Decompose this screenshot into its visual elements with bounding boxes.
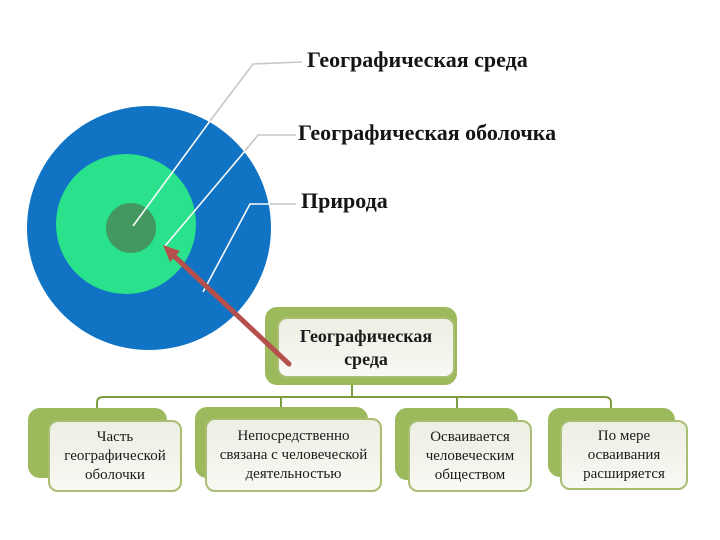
leader-line-1-outer: [210, 62, 302, 121]
node-root-label: Географическая среда: [299, 325, 433, 369]
label-geographic-shell: Географическая оболочка: [298, 120, 557, 145]
node-face: [560, 420, 688, 490]
leader-line-2-outer: [245, 135, 296, 151]
label-geographic-environment: Географическая среда: [307, 47, 528, 72]
flowchart-node-human-activity: [195, 407, 382, 492]
node-face: [277, 317, 455, 378]
node-4-label: По мере осваивания расширяется: [583, 427, 665, 482]
node-1-label: Часть географической оболочки: [64, 428, 166, 483]
inner-circle-environment: [106, 203, 156, 253]
node-face: [408, 420, 532, 492]
flowchart-connectors: [97, 385, 611, 408]
node-3-label: Осваивается человеческим обществом: [425, 428, 515, 483]
node-2-label: Непосредственно связана с человеческой деятельностью: [219, 427, 368, 482]
node-face: [205, 418, 382, 492]
flowchart-node-mastered-by-society: [395, 408, 532, 492]
label-nature: Природа: [301, 188, 388, 213]
flowchart-node-root: [265, 307, 457, 385]
flowchart-node-part-of-shell: [28, 408, 182, 492]
node-face: [48, 420, 182, 492]
flowchart-node-expands: [548, 408, 688, 490]
